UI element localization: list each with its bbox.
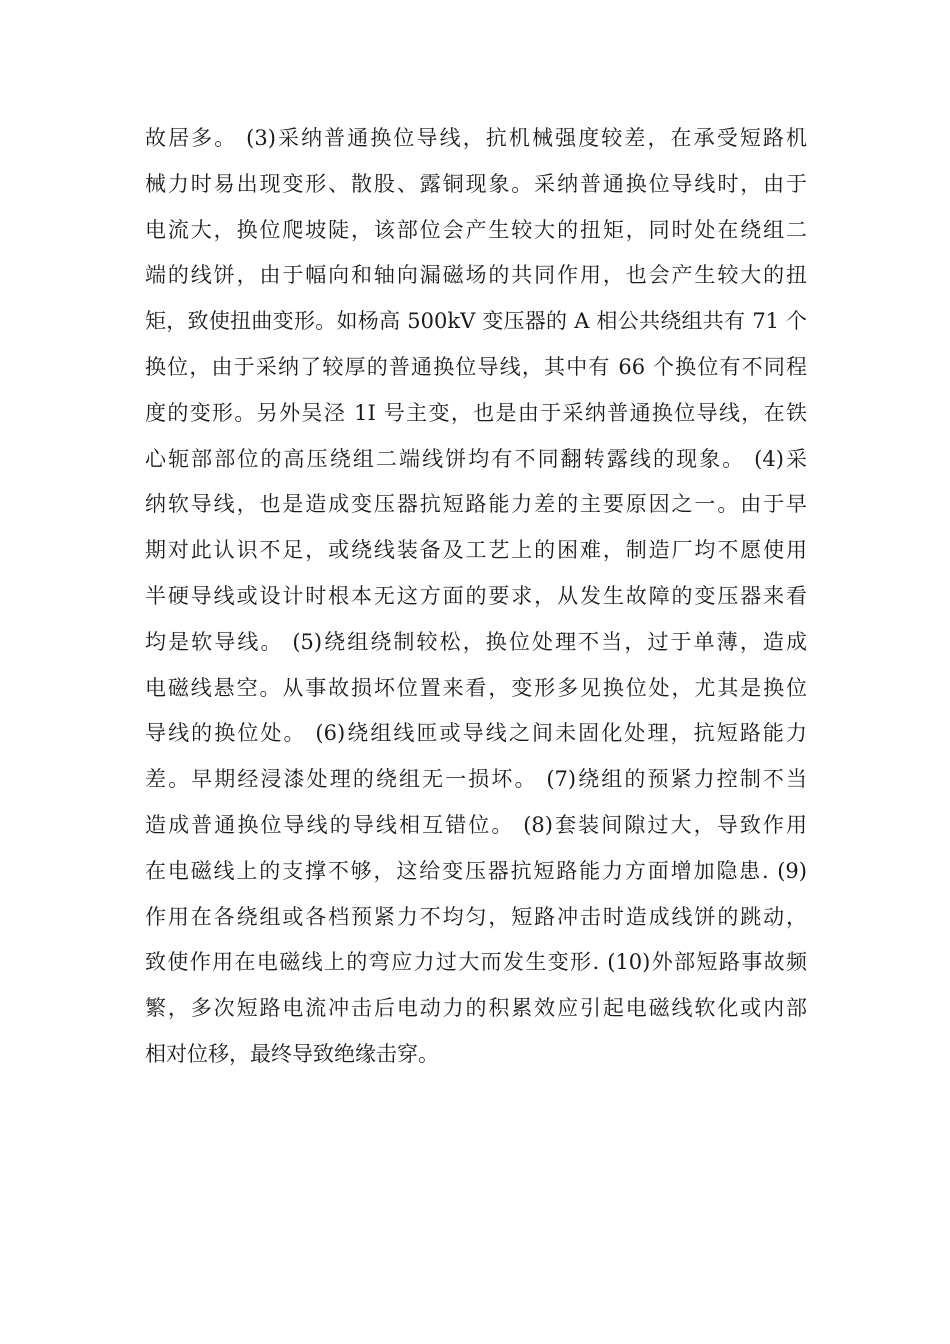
text-line: 换位，由于采纳了较厚的普通换位导线，其中有 66 个换位有不同程 bbox=[145, 354, 807, 379]
text-line: 矩，致使扭曲变形。如杨高 500kV 变压器的 A 相公共绕组共有 71 个 bbox=[145, 309, 807, 334]
text-line: 端的线饼，由于幅向和轴向漏磁场的共同作用，也会产生较大的扭 bbox=[145, 263, 807, 288]
text-line: 造成普通换位导线的导线相互错位。 (8)套装间隙过大，导致作用 bbox=[145, 812, 807, 837]
text-line: 期对此认识不足，或绕线装备及工艺上的困难，制造厂均不愿使用 bbox=[145, 538, 807, 563]
text-line: 度的变形。另外吴泾 1I 号主变，也是由于采纳普通换位导线，在铁 bbox=[145, 400, 807, 425]
text-line: 电磁线悬空。从事故损坏位置来看，变形多见换位处，尤其是换位 bbox=[145, 675, 807, 700]
text-line: 差。早期经浸漆处理的绕组无一损坏。 (7)绕组的预紧力控制不当 bbox=[145, 767, 807, 792]
text-line: 电流大，换位爬坡陡，该部位会产生较大的扭矩，同时处在绕组二 bbox=[145, 217, 807, 242]
body-text bbox=[145, 116, 807, 1078]
text-line: 在电磁线上的支撑不够，这给变压器抗短路能力方面增加隐患. (9) bbox=[145, 858, 807, 883]
text-line: 致使作用在电磁线上的弯应力过大而发生变形. (10)外部短路事故频 bbox=[145, 950, 807, 975]
text-line: 作用在各绕组或各档预紧力不均匀，短路冲击时造成线饼的跳动， bbox=[145, 904, 807, 929]
text-line: 半硬导线或设计时根本无这方面的要求，从发生故障的变压器来看 bbox=[145, 583, 807, 608]
text-line: 故居多。 (3)采纳普通换位导线，抗机械强度较差，在承受短路机 bbox=[145, 126, 807, 150]
text-line: 相对位移，最终导致绝缘击穿。 bbox=[145, 1041, 439, 1066]
text-line: 均是软导线。 (5)绕组绕制较松，换位处理不当，过于单薄，造成 bbox=[145, 629, 807, 654]
text-line: 纳软导线，也是造成变压器抗短路能力差的主要原因之一。由于早 bbox=[145, 492, 807, 517]
text-line: 导线的换位处。 (6)绕组线匝或导线之间未固化处理，抗短路能力 bbox=[145, 721, 807, 746]
text-line: 械力时易出现变形、散股、露铜现象。采纳普通换位导线时，由于 bbox=[145, 171, 807, 196]
text-line: 繁，多次短路电流冲击后电动力的积累效应引起电磁线软化或内部 bbox=[145, 996, 807, 1021]
text-line: 心轭部部位的高压绕组二端线饼均有不同翻转露线的现象。 (4)采 bbox=[145, 446, 807, 471]
